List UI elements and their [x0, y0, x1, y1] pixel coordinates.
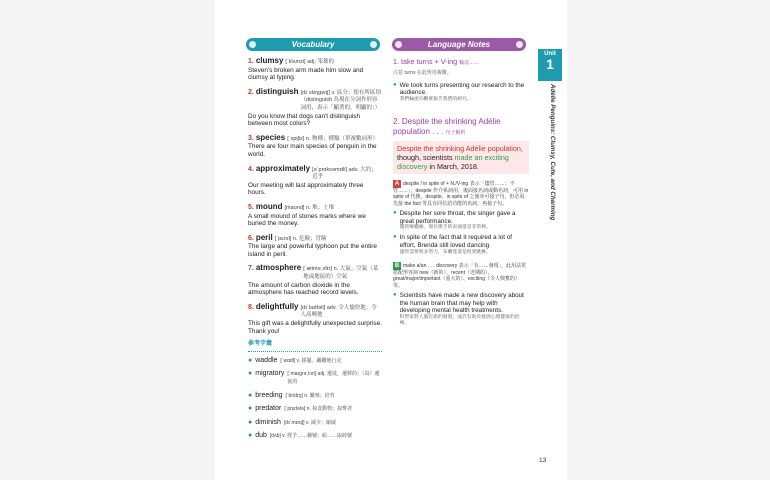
box-part-b: made an exciting discovery — [397, 152, 509, 171]
vocab-entry — [248, 264, 382, 296]
green-bullet-icon: ● — [248, 356, 253, 364]
vocab-pronunciation: [dɪˋstɪŋgwɪʃ] v. 區分；使有所區別（distinguish 為現在分詞作形容詞用，表示「顯著的，明顯的」） — [300, 89, 381, 111]
vocab-pronunciation: [ˋspiʃiz] n. 物種；種類（單複數同形） — [287, 135, 378, 142]
reference-item — [248, 357, 382, 366]
vocab-example: Our meeting will last approximately three hours. — [248, 181, 364, 197]
vocab-number: 2. — [248, 88, 254, 96]
vocab-word: delightfully — [255, 301, 299, 311]
green-bullet-icon: ● — [248, 432, 253, 440]
green-bullet-icon: ● — [248, 418, 253, 426]
badge-b-icon: B — [394, 262, 400, 269]
reference-word: dub — [255, 432, 267, 440]
badge-a-icon: A — [394, 180, 400, 187]
note1-title-zh: 輪流…… — [459, 60, 480, 66]
note2-title-text: 2. Despite the shrinking Adélie population . . . — [393, 116, 501, 136]
vocab-word: mound — [255, 201, 283, 211]
reference-pronunciation: [dɪˋmɪnɪʃ] v. 減少；縮減 — [283, 419, 336, 426]
vocab-entry — [248, 88, 382, 128]
vocab-example: There are four main species of penguin in the world. — [248, 143, 377, 158]
vocab-pronunciation: [dɪˋlaɪtfəli] adv. 令人愉快地；令人高興地 — [300, 304, 377, 319]
vocab-example: The large and powerful typhoon put the entire island in peril. — [248, 243, 377, 258]
point-a-example-1-zh: 儘管喉嚨痛，那位歌手的表演還是非常棒。 — [399, 225, 491, 231]
green-bullet-icon: ● — [248, 405, 253, 413]
point-a-example-1 — [393, 210, 529, 231]
vocab-entry-head — [248, 203, 382, 213]
vocab-pronunciation: [ˋpɛrəl] n. 危險；冒險 — [274, 235, 327, 242]
reference-item — [248, 432, 382, 441]
point-b-text: make a/an . . . discovery 表示「有……發現」，此用法常搭配形容詞 new（新的）、recent（近期的）、great/major/important（重大的）、exciting（令人興奮的）等。 — [393, 262, 527, 289]
vocab-entry — [248, 165, 382, 197]
language-notes-header: Language Notes — [392, 38, 526, 51]
point-a-explanation — [393, 180, 529, 208]
vocab-entry — [248, 303, 382, 335]
page-number: 13 — [539, 457, 547, 464]
vocab-number: 6. — [248, 234, 254, 242]
note1-title-text: 1. take turns + V-ing — [393, 57, 458, 66]
vocab-pronunciation: [ˋætməˌsfɪr] n. 大氣；空氣（某地或地區的）空氣 — [303, 266, 379, 281]
box-part-mid: though, scientists — [397, 152, 455, 162]
point-a-example-2-text: In spite of the fact that it required a lot of effort, Brenda still loved dancing. — [399, 234, 512, 250]
reference-pronunciation: [ˋwɑdl] v. 搖擺，蹣跚地行走 — [280, 357, 342, 364]
vocab-number: 1. — [248, 58, 254, 65]
point-b-example-1 — [393, 292, 529, 327]
vocab-list — [248, 57, 382, 335]
vocab-entry — [248, 234, 382, 259]
vocab-entry-head — [248, 165, 382, 182]
reference-pronunciation: [ˋmaɪgrəˌtɔri] adj. 遷徙，遷移的；（鳥）遷徙的 — [287, 371, 380, 385]
unit-title-vertical — [546, 84, 558, 224]
reference-item — [248, 405, 382, 414]
vocab-example: The amount of carbon dioxide in the atmosphere has reached record levels. — [248, 281, 359, 297]
vocab-word: peril — [255, 232, 273, 242]
reference-item — [248, 392, 382, 401]
vocab-entry-head — [248, 134, 382, 144]
green-bullet-icon: ● — [248, 370, 253, 378]
vocab-word: species — [255, 132, 286, 142]
sentence-analysis-box — [393, 141, 529, 174]
reference-title: 參考字彙 — [248, 341, 382, 352]
reference-word: migratory — [255, 370, 285, 378]
note1-example-zh: 我們輪流向觀眾報告我們的研究。 — [399, 96, 472, 102]
unit-label: Unit — [544, 51, 556, 57]
bullet-icon: ● — [393, 210, 397, 217]
vocab-word: atmosphere — [255, 263, 302, 273]
reference-pronunciation: [ˋbridɪŋ] n. 繁殖；培育 — [285, 392, 335, 399]
reference-item — [248, 370, 382, 386]
reference-item — [248, 419, 382, 428]
vocab-example: A small mound of stones marks where we buried the money. — [248, 212, 366, 228]
point-b-example-1-zh: 科學家對人腦有新的發現，或許有助於發展心理健康的治療。 — [399, 314, 520, 326]
vocab-example: Steven's broken arm made him slow and clumsy at typing. — [248, 66, 364, 82]
note2-title — [393, 117, 529, 138]
vocab-pronunciation: [maʊnd] n. 堆；土堆 — [284, 204, 335, 211]
vocab-word: approximately — [255, 163, 311, 173]
language-notes-column — [393, 57, 529, 329]
vocab-number: 7. — [248, 265, 254, 273]
point-a-example-2-zh: 儘管需要很多努力，布蘭達還是很愛跳舞。 — [399, 249, 491, 255]
note1-title — [393, 57, 529, 68]
bullet-icon: ● — [393, 292, 397, 299]
reference-word: predator — [255, 405, 282, 413]
vocab-example: This gift was a delightfully unexpected surprise. Thank you! — [248, 320, 382, 335]
reference-word: breeding — [255, 391, 283, 399]
bullet-icon: ● — [393, 81, 397, 88]
vocab-example: Do you know that dogs can't distinguish between most colors? — [248, 112, 361, 128]
box-part-a: Despite the shrinking Adélie population, — [397, 143, 523, 153]
vocab-entry — [248, 203, 382, 228]
green-bullet-icon: ● — [248, 391, 253, 399]
vocab-number: 5. — [248, 203, 254, 211]
reference-word: diminish — [255, 418, 281, 426]
vocabulary-column — [248, 57, 382, 446]
vocab-entry-head — [248, 234, 382, 244]
vocab-entry-head — [248, 264, 382, 281]
vocab-pronunciation: [əˋprɑksəmɪtli] adv. 大約；近乎 — [312, 166, 377, 181]
reference-word: waddle — [255, 356, 278, 364]
reference-pronunciation: [ˋprɛdətə] n. 掠食動物；掠奪者 — [284, 406, 353, 413]
unit-title: Adélie Penguins: Clumsy, Cute, and Charming — [549, 84, 556, 221]
point-b-example-1-text: Scientists have made a new discovery about the human brain that may help with developing mental health treatments. — [399, 292, 524, 315]
box-part-end: in March, 2018. — [427, 161, 479, 171]
bullet-icon: ● — [393, 234, 397, 241]
point-a-text: despite / in spite of + N./V-ing 表示「儘管……；不管……」，despite 作介系詞用，後面接名詞或動名詞，可用 in spite of 代換。despite、in spite of 之後亦可接子句，但必須先接 the fact 等具有同位語功能的名詞，再接子句。 — [393, 180, 529, 207]
vocab-entry — [248, 134, 382, 159]
vocab-word: distinguish — [255, 86, 299, 96]
reference-list — [248, 357, 382, 441]
unit-number: 1 — [546, 56, 554, 72]
vocab-pronunciation: [ˋklʌmzi] adj. 笨拙的 — [285, 59, 335, 65]
vocab-word: clumsy — [255, 56, 284, 65]
note2-title-zh: 句子解析 — [445, 129, 466, 136]
vocab-entry — [248, 57, 382, 82]
point-a-example-1-text: Despite her sore throat, the singer gave a great performance. — [399, 210, 516, 225]
reference-pronunciation: [dʌb] v. 授予……稱號；給……取綽號 — [269, 433, 353, 440]
note1-example — [393, 82, 529, 103]
point-a-example-2 — [393, 234, 529, 255]
vocabulary-header: Vocabulary — [246, 38, 380, 51]
vocab-entry-head — [248, 57, 382, 67]
vocab-entry-head — [248, 303, 382, 320]
unit-tab — [538, 49, 562, 81]
vocab-number: 8. — [248, 303, 254, 311]
note1-remark: 注意 turns 在此恆用複數。 — [393, 70, 452, 76]
vocab-entry-head — [248, 88, 382, 113]
vocab-number: 4. — [248, 165, 254, 173]
vocab-number: 3. — [248, 134, 254, 142]
point-b-explanation — [393, 262, 529, 290]
note1-example-text: We took turns presenting our research to the audience. — [399, 81, 525, 97]
